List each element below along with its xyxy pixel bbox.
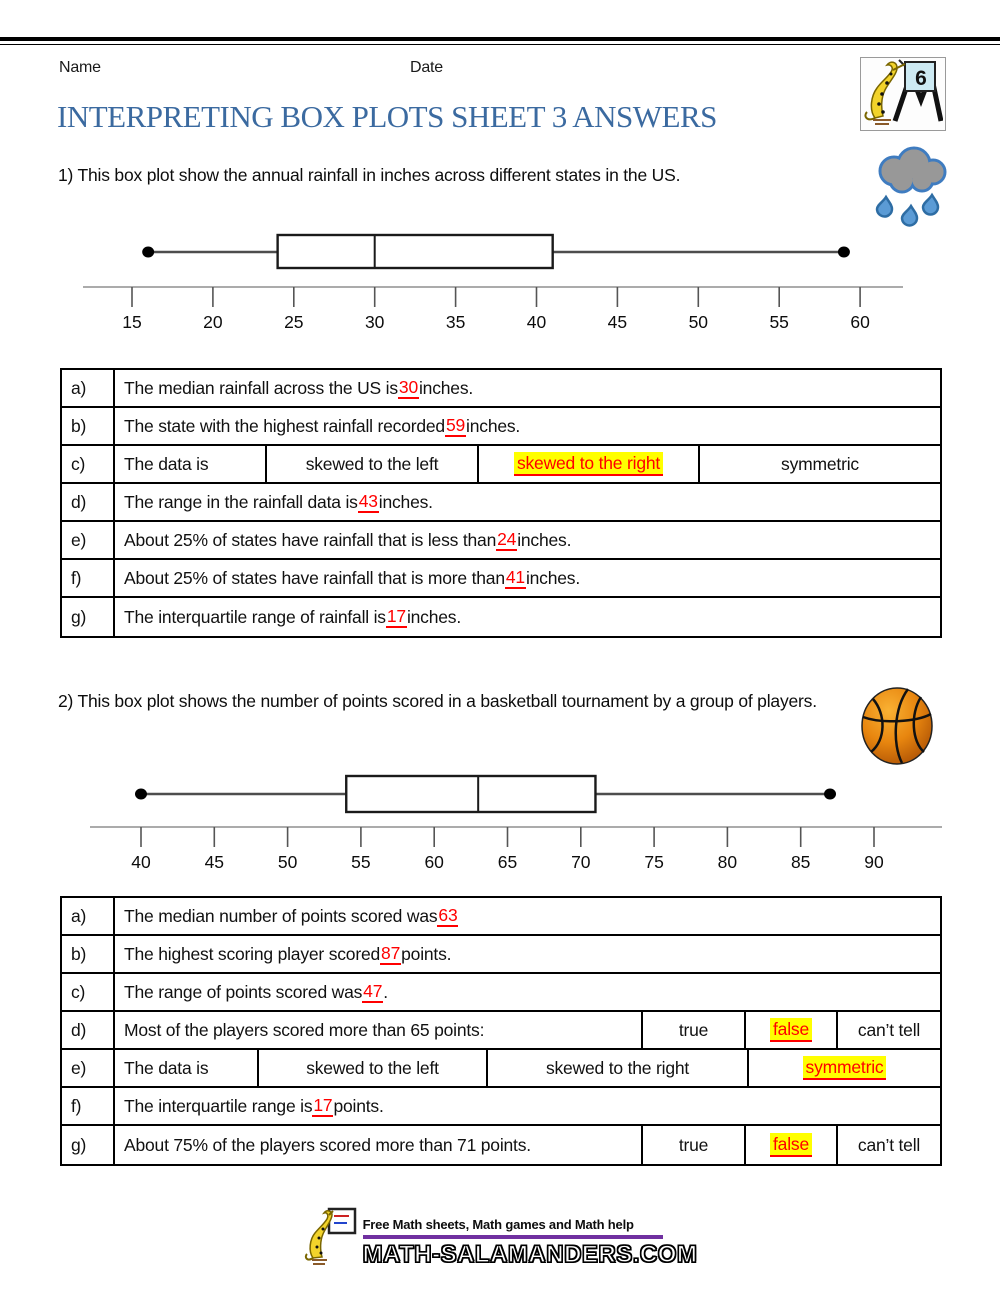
axis-tick-label: 35	[445, 312, 466, 332]
page-title: INTERPRETING BOX PLOTS SHEET 3 ANSWERS	[57, 99, 717, 134]
highlighted-answer: symmetric	[803, 1056, 887, 1079]
boxplot-basketball	[50, 765, 950, 880]
table-cell: The data is	[115, 1050, 259, 1086]
basketball-icon	[858, 686, 936, 766]
axis-tick-label: 15	[122, 312, 142, 332]
axis-tick-label: 45	[607, 312, 628, 332]
table-cell: About 75% of the players scored more than 71 points.	[115, 1126, 643, 1164]
salamander-grade-logo	[860, 57, 946, 131]
footer-purple-rule	[363, 1235, 663, 1239]
row-label: a)	[62, 370, 115, 406]
max-dot	[824, 789, 836, 800]
table-row	[62, 974, 940, 1012]
table-cell: can’t tell	[857, 1019, 921, 1040]
axis-tick-label: 30	[364, 312, 385, 332]
table-row	[62, 1012, 940, 1050]
table-row	[62, 1126, 940, 1164]
table-cell: The highest scoring player scored 87 points.	[124, 942, 452, 964]
answers-table-1	[60, 368, 942, 638]
axis-tick-label: 75	[644, 852, 664, 872]
answer-value: 17	[312, 1095, 333, 1117]
header-rule	[0, 37, 1000, 45]
axis-tick-label: 60	[424, 852, 444, 872]
axis-tick-label: 50	[688, 312, 709, 332]
axis-tick-label: 90	[864, 852, 884, 872]
table-cell: The state with the highest rainfall recorded 59 inches.	[124, 414, 521, 436]
axis-tick-label: 40	[131, 852, 151, 872]
row-label: e)	[62, 522, 115, 558]
grade-number: 6	[915, 67, 927, 90]
axis-tick-label: 45	[204, 852, 225, 872]
row-label: d)	[62, 484, 115, 520]
date-label: Date	[410, 59, 443, 76]
answer-value: 87	[380, 943, 401, 965]
table-cell: skewed to the left	[267, 446, 479, 482]
answer-value: 43	[358, 491, 379, 513]
row-label: g)	[62, 598, 115, 636]
axis-tick-label: 20	[203, 312, 223, 332]
max-dot	[838, 247, 850, 258]
row-label: f)	[62, 1088, 115, 1124]
table-cell: The median rainfall across the US is 30 inches.	[124, 376, 474, 398]
axis-tick-label: 80	[717, 852, 738, 872]
row-label: a)	[62, 898, 115, 934]
table-row	[62, 898, 940, 936]
row-label: g)	[62, 1126, 115, 1164]
table-row	[62, 484, 940, 522]
table-cell: About 25% of states have rainfall that is less than 24 inches.	[124, 528, 572, 550]
answers-table-2	[60, 896, 942, 1166]
row-label: b)	[62, 936, 115, 972]
axis-tick-label: 55	[769, 312, 789, 332]
footer-tagline: Free Math sheets, Math games and Math help	[362, 1217, 634, 1232]
question-1-text: 1) This box plot show the annual rainfall in inches across different states in the US.	[58, 165, 681, 185]
min-dot	[135, 789, 147, 800]
table-cell: true	[643, 1012, 746, 1048]
table-row	[62, 598, 940, 636]
row-label: b)	[62, 408, 115, 444]
table-cell: true	[643, 1126, 746, 1164]
row-label: d)	[62, 1012, 115, 1048]
answer-value: 24	[496, 529, 517, 551]
table-cell: The median number of points scored was 63	[124, 904, 458, 926]
table-cell: The range of points scored was 47 .	[124, 980, 388, 1002]
question-2-text: 2) This box plot shows the number of points scored in a basketball tournament by a group of players.	[58, 691, 817, 711]
table-cell: skewed to the right	[488, 1050, 749, 1086]
table-cell: The range in the rainfall data is 43 inches.	[124, 490, 433, 512]
table-cell	[746, 1012, 838, 1048]
raindrops	[877, 195, 938, 226]
min-dot	[142, 247, 154, 258]
rain-cloud-icon	[864, 143, 959, 229]
footer	[0, 1206, 1000, 1269]
answer-value: 47	[362, 981, 383, 1003]
table-cell	[479, 446, 700, 482]
table-row	[62, 370, 940, 408]
axis-tick-label: 50	[277, 852, 298, 872]
footer-site-name: MATH-SALAMANDERS.COM	[362, 1241, 698, 1268]
table-cell: Most of the players scored more than 65 points:	[115, 1012, 643, 1048]
table-row	[62, 560, 940, 598]
answer-value: 63	[437, 905, 458, 927]
answer-value: 17	[386, 606, 407, 628]
name-label: Name	[59, 59, 101, 76]
table-row	[62, 936, 940, 974]
axis-tick-label: 70	[571, 852, 591, 872]
axis-tick-label: 40	[526, 312, 547, 332]
table-row	[62, 408, 940, 446]
table-row	[62, 1088, 940, 1126]
table-cell: The interquartile range of rainfall is 17 inches.	[124, 605, 461, 627]
axis-tick-label: 25	[284, 312, 304, 332]
axis-tick-label: 55	[351, 852, 371, 872]
highlighted-answer: skewed to the right	[514, 452, 663, 475]
table-row	[62, 522, 940, 560]
table-cell: The data is	[115, 446, 267, 482]
answer-value: 41	[505, 567, 526, 589]
table-cell: can’t tell	[857, 1134, 921, 1155]
table-row	[62, 1050, 940, 1088]
row-label: c)	[62, 446, 115, 482]
answer-value: 59	[445, 415, 466, 437]
axis-tick-label: 85	[790, 852, 811, 872]
table-cell	[749, 1050, 940, 1086]
row-label: f)	[62, 560, 115, 596]
table-cell: symmetric	[781, 453, 859, 474]
axis-tick-label: 60	[850, 312, 870, 332]
table-row	[62, 446, 940, 484]
iqr-box	[278, 235, 553, 268]
axis-tick-label: 65	[497, 852, 518, 872]
salamander-easel-icon	[861, 58, 943, 128]
boxplot-rainfall	[50, 225, 950, 340]
table-cell: skewed to the left	[259, 1050, 488, 1086]
highlighted-answer: false	[770, 1018, 812, 1041]
table-cell	[746, 1126, 838, 1164]
row-label: c)	[62, 974, 115, 1010]
footer-salamander-icon	[303, 1206, 361, 1268]
answer-value: 30	[398, 377, 419, 399]
highlighted-answer: false	[770, 1133, 812, 1156]
table-cell: About 25% of states have rainfall that is more than 41 inches.	[124, 566, 580, 588]
row-label: e)	[62, 1050, 115, 1086]
iqr-box	[346, 776, 595, 812]
table-cell: The interquartile range is 17 points.	[124, 1094, 384, 1116]
